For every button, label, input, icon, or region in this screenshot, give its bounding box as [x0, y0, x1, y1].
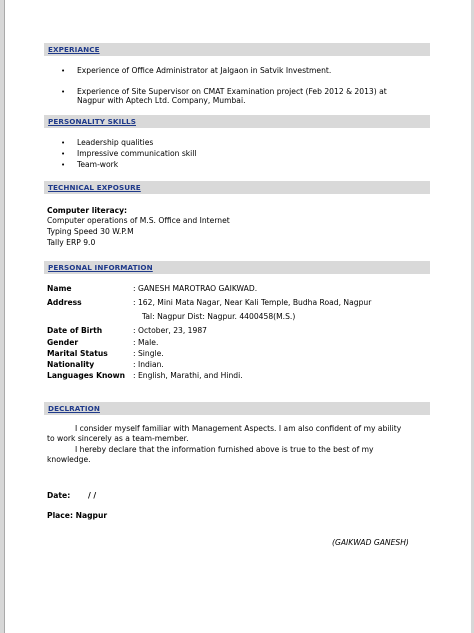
dob-label: Date of Birth [47, 326, 103, 335]
name-value: : GANESH MAROTRAO GAIKWAD. [133, 284, 258, 293]
declaration-para1-line1: I consider myself familiar with Management Aspects. I am also confident of my ability [75, 424, 402, 433]
address-label: Address [47, 298, 82, 307]
skill-item-2 [61, 149, 197, 159]
skills-header: PERSONALITY SKILLS [44, 115, 430, 128]
skill-item-3 [61, 160, 119, 170]
gender-value: : Male. [133, 338, 159, 347]
experience-item-2-text: Experience of Site Supervisor on CMAT Examination project (Feb 2012 & 2013) at [77, 87, 387, 96]
languages-label: Languages Known [47, 371, 126, 380]
technical-line-1: Computer operations of M.S. Office and Internet [47, 216, 230, 225]
skill-item-2-text: Impressive communication skill [77, 149, 197, 158]
declaration-header: DECLRATION [44, 402, 430, 415]
experience-item-2-continued: Nagpur with Aptech Ltd. Company, Mumbai. [77, 96, 246, 105]
gender-label: Gender [47, 338, 79, 347]
dob-value: : October, 23, 1987 [133, 326, 208, 335]
skill-item-1-text: Leadership qualities [77, 138, 154, 147]
signature: (GAIKWAD GANESH) [332, 538, 409, 547]
bullet-icon: • [61, 161, 66, 169]
experience-header: EXPERIANCE [44, 43, 430, 56]
bullet-icon: • [61, 67, 66, 75]
computer-literacy-title: Computer literacy: [47, 206, 128, 215]
technical-line-2: Typing Speed 30 W.P.M [47, 227, 134, 236]
marital-status-label: Marital Status [47, 349, 108, 358]
nationality-value: : Indian. [133, 360, 164, 369]
declaration-para2-line1: I hereby declare that the information furnished above is true to the best of my [75, 445, 374, 454]
declaration-para2-line2: knowledge. [47, 455, 91, 464]
address-value: : 162, Mini Mata Nagar, Near Kali Temple, Budha Road, Nagpur [133, 298, 372, 307]
skill-item-1 [61, 138, 154, 148]
nationality-label: Nationality [47, 360, 95, 369]
personal-header: PERSONAL INFORMATION [44, 261, 430, 274]
bullet-icon: • [61, 150, 66, 158]
marital-status-value: : Single. [133, 349, 164, 358]
date-label: Date: [47, 491, 71, 500]
technical-header: TECHNICAL EXPOSURE [44, 181, 430, 194]
technical-line-3: Tally ERP 9.0 [47, 238, 96, 247]
languages-value: : English, Marathi, and Hindi. [133, 371, 243, 380]
bullet-icon: • [61, 88, 66, 96]
declaration-para1-line2: to work sincerely as a team-member. [47, 434, 189, 443]
experience-item-1 [61, 66, 332, 76]
place-label: Place: Nagpur [47, 511, 108, 520]
date-value: / / [88, 491, 97, 500]
skill-item-3-text: Team-work [77, 160, 119, 169]
address-value-line2: Tal: Nagpur Dist: Nagpur. 4400458(M.S.) [142, 312, 296, 321]
bullet-icon: • [61, 139, 66, 147]
experience-item-1-text: Experience of Office Administrator at Jalgaon in Satvik Investment. [77, 66, 332, 75]
name-label: Name [47, 284, 72, 293]
